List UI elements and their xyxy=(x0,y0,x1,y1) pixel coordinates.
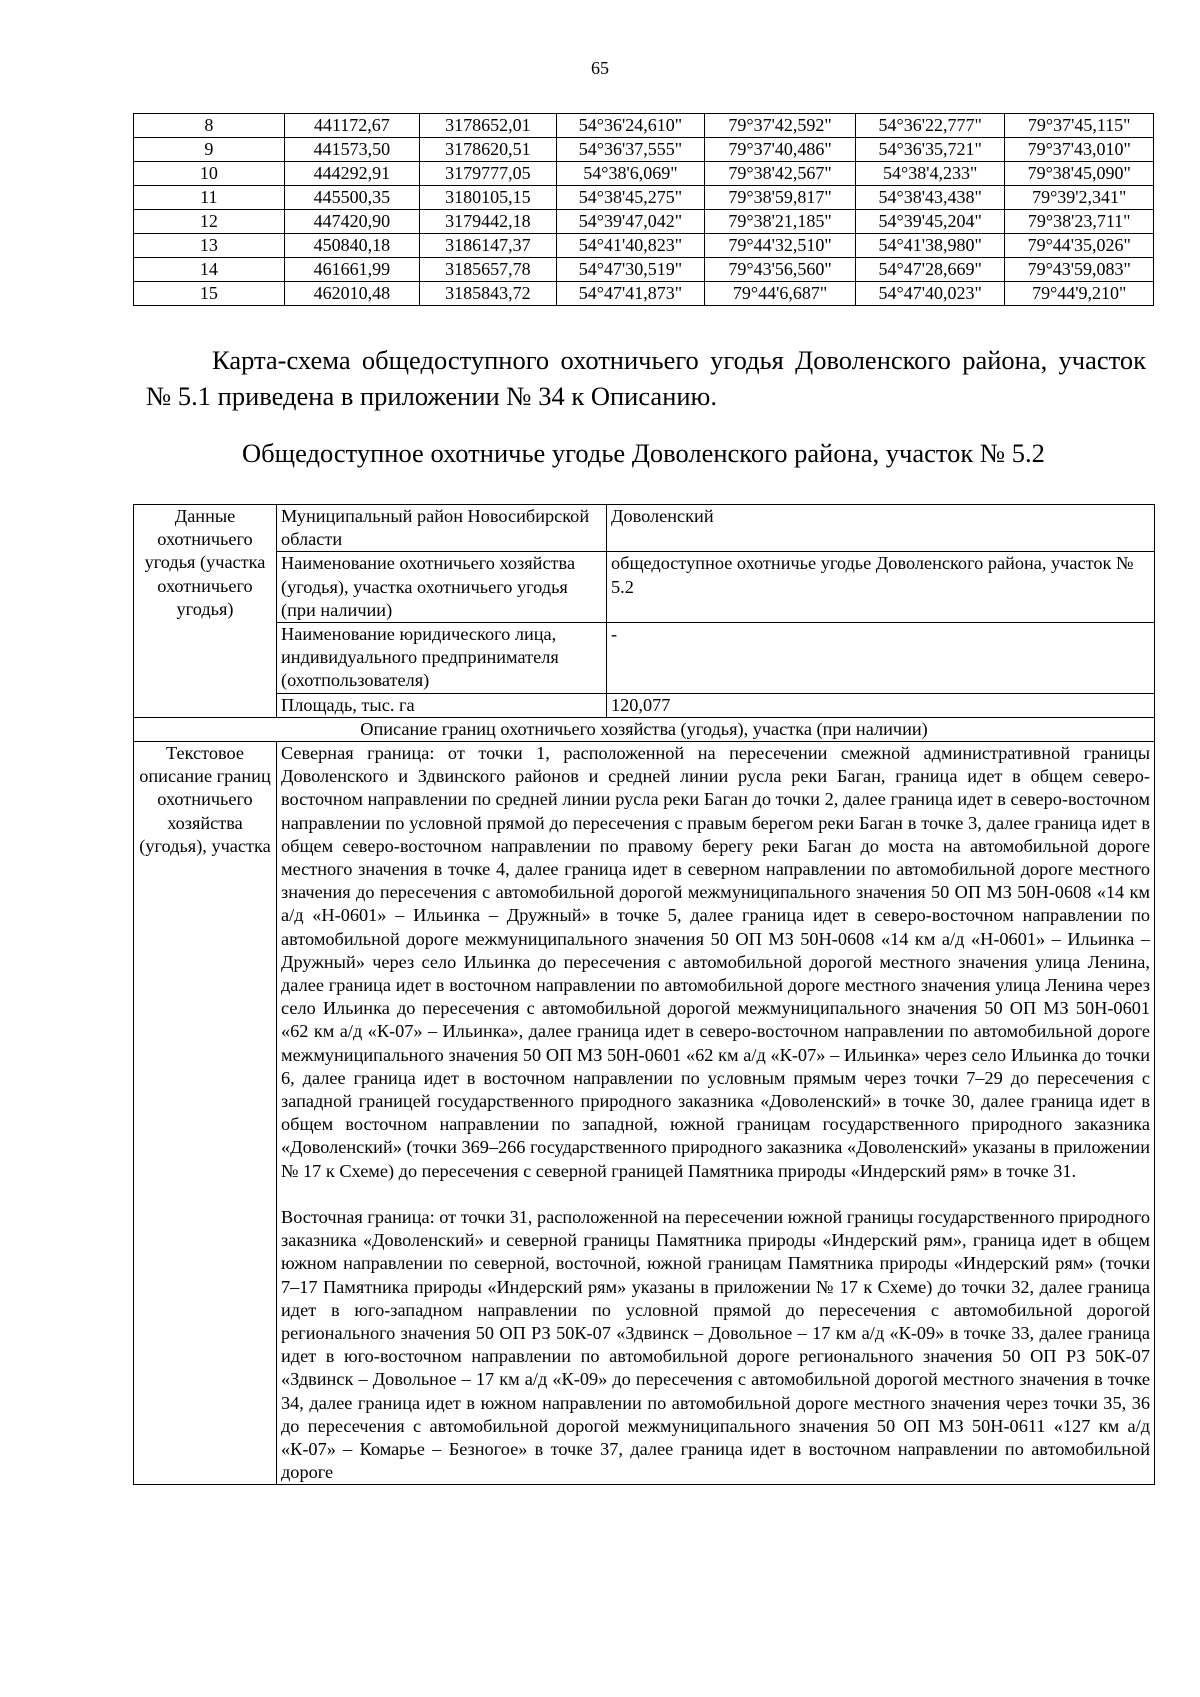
ground-data-label: Данные охотничьего угодья (участка охотничьего угодья) xyxy=(134,505,277,718)
coordinate-cell: 54°36'37,555" xyxy=(556,138,705,162)
coordinate-cell: 79°43'59,083" xyxy=(1005,258,1154,282)
area-label: Площадь, тыс. га xyxy=(277,693,607,717)
coordinate-cell: 54°41'38,980" xyxy=(855,234,1005,258)
coordinate-cell: 54°47'28,669" xyxy=(855,258,1005,282)
coordinate-cell: 79°43'56,560" xyxy=(705,258,856,282)
coordinate-cell: 54°47'30,519" xyxy=(556,258,705,282)
coordinate-cell: 54°38'45,275" xyxy=(556,186,705,210)
coordinate-cell: 54°38'6,069" xyxy=(556,162,705,186)
coordinate-cell: 54°39'45,204" xyxy=(855,210,1005,234)
coordinate-cell: 14 xyxy=(134,258,285,282)
table-row xyxy=(134,717,1155,741)
ground-name-value: общедоступное охотничье угодье Доволенского района, участок № 5.2 xyxy=(607,552,1155,623)
map-reference-paragraph: Карта-схема общедоступного охотничьего угодья Доволенского района, участок № 5.1 приведена в приложении № 34 к Описанию. xyxy=(146,345,1146,411)
coordinate-cell: 79°38'21,185" xyxy=(705,210,856,234)
coordinate-cell: 11 xyxy=(134,186,285,210)
user-name-label: Наименование юридического лица, индивидуального предпринимателя (охотпользователя) xyxy=(277,623,607,694)
coordinate-cell: 3179442,18 xyxy=(420,210,557,234)
table-row xyxy=(134,742,1155,1485)
north-boundary-text: Северная граница: от точки 1, расположенной на пересечении смежной административной границы Доволенского и Здвинского районов и средней линии русла реки Баган, граница идет в общем северо-восточном направлении по средней линии русла реки Баган до точки 2, далее граница идет в северо-восточном направлении по условной прямой до пересечения с правым берегом реки Баган в точке 3, далее граница идет в общем северо-восточном направлении по правому берегу реки Баган до моста на автомобильной дороге местного значения в точке 4, далее граница идет в северном направлении по автомобильной дороге местного значения до пересечения с автомобильной дорогой межмуниципального значения 50 ОП МЗ 50Н-0608 «14 км а/д «Н-0601» – Ильинка – Дружный» в точке 5, далее граница идет в северо-восточном направлении по автомобильной дороге межмуниципального значения 50 ОП МЗ 50Н-0608 «14 км а/д «Н-0601» – Ильинка – Дружный» через село Ильинка до пересечения с автомобильной дорогой местного значения улица Ленина, далее граница идет в восточном направлении по автомобильной дороге местного значения улица Ленина через село Ильинка до пересечения с автомобильной дорогой межмуниципального значения 50 ОП МЗ 50Н-0601 «62 км а/д «К-07» – Ильинка», далее граница идет в северо-восточном направлении по автомобильной дороге межмуниципального значения 50 ОП МЗ 50Н-0601 «62 км а/д «К-07» – Ильинка» через село Ильинка до точки 6, далее граница идет в восточном направлении по условным прямым через точки 7–29 до пересечения с западной границей государственного природного заказника «Доволенский» в точке 30, далее граница идет в общем восточном направлении по западной, южной границам государственного природного заказника «Доволенский» (точки 369–266 государственного природного заказника «Доволенский» указаны в приложении № 17 к Схеме) до пересечения с северной границей Памятника природы «Индерский рям» в точке 31. xyxy=(281,743,1150,1181)
table-row xyxy=(134,282,1154,306)
coordinate-cell: 54°36'35,721" xyxy=(855,138,1005,162)
coordinate-cell: 444292,91 xyxy=(284,162,419,186)
coordinate-cell: 54°36'22,777" xyxy=(855,114,1005,138)
east-boundary-text: Восточная граница: от точки 31, расположенной на пересечении южной границы государственного природного заказника «Доволенский» и северной границы Памятника природы «Индерский рям», граница идет в общем южном направлении по северной, восточной, южной границам Памятника природы «Индерский рям» (точки 7–17 Памятника природы «Индерский рям» указаны в приложении № 17 к Схеме) до точки 32, далее граница идет в юго-западном направлении по условной прямой до пересечения с автомобильной дорогой регионального значения 50 ОП РЗ 50К-07 «Здвинск – Довольное – 17 км а/д «К-09» в точке 33, далее граница идет в юго-восточном направлении по автомобильной дороге регионального значения 50 ОП РЗ 50К-07 «Здвинск – Довольное – 17 км а/д «К-09» до пересечения с автомобильной дорогой местного значения в точке 34, далее граница идет в южном направлении по автомобильной дороге местного значения через точки 35, 36 до пересечения с автомобильной дорогой межмуниципального значения 50 ОП МЗ 50Н-0611 «127 км а/д «К-07» – Комарье – Безногое» в точке 37, далее граница идет в восточном направлении по автомобильной дороге xyxy=(281,1206,1150,1483)
coordinate-cell: 79°38'59,817" xyxy=(705,186,856,210)
coordinate-cell: 3180105,15 xyxy=(420,186,557,210)
coordinate-cell: 3178620,51 xyxy=(420,138,557,162)
coordinate-cell: 79°37'43,010" xyxy=(1005,138,1154,162)
table-row xyxy=(134,114,1154,138)
coordinate-cell: 445500,35 xyxy=(284,186,419,210)
coordinate-cell: 54°36'24,610" xyxy=(556,114,705,138)
coordinate-cell: 441573,50 xyxy=(284,138,419,162)
coordinate-cell: 54°39'47,042" xyxy=(556,210,705,234)
coordinate-cell: 13 xyxy=(134,234,285,258)
coordinate-cell: 79°44'32,510" xyxy=(705,234,856,258)
page-number: 65 xyxy=(591,58,609,78)
coordinate-cell: 79°44'6,687" xyxy=(705,282,856,306)
coordinate-cell: 79°38'23,711" xyxy=(1005,210,1154,234)
district-value: Доволенский xyxy=(607,505,1155,552)
table-row xyxy=(134,234,1154,258)
area-value: 120,077 xyxy=(607,693,1155,717)
text-description-label: Текстовое описание границ охотничьего хозяйства (угодья), участка xyxy=(134,742,277,1485)
coordinate-cell: 450840,18 xyxy=(284,234,419,258)
coordinate-table xyxy=(133,113,1154,306)
table-row xyxy=(134,186,1154,210)
coordinate-cell: 79°44'35,026" xyxy=(1005,234,1154,258)
coordinate-cell: 3186147,37 xyxy=(420,234,557,258)
ground-name-label: Наименование охотничьего хозяйства (угодья), участка охотничьего угодья (при наличии) xyxy=(277,552,607,623)
coordinate-cell: 441172,67 xyxy=(284,114,419,138)
coordinate-cell: 79°37'42,592" xyxy=(705,114,856,138)
coordinate-cell: 15 xyxy=(134,282,285,306)
coordinate-cell: 447420,90 xyxy=(284,210,419,234)
coordinate-cell: 462010,48 xyxy=(284,282,419,306)
coordinate-cell: 461661,99 xyxy=(284,258,419,282)
coordinate-cell: 3185843,72 xyxy=(420,282,557,306)
coordinate-cell: 10 xyxy=(134,162,285,186)
coordinate-cell: 54°38'4,233" xyxy=(855,162,1005,186)
coordinate-cell: 79°38'42,567" xyxy=(705,162,856,186)
table-row xyxy=(134,210,1154,234)
coordinate-cell: 3179777,05 xyxy=(420,162,557,186)
hunting-ground-info-table xyxy=(133,504,1155,1485)
coordinate-cell: 79°38'45,090" xyxy=(1005,162,1154,186)
table-row xyxy=(134,693,1155,717)
user-name-value: - xyxy=(607,623,1155,694)
coordinate-cell: 79°37'40,486" xyxy=(705,138,856,162)
coordinate-table-body xyxy=(134,114,1154,306)
district-label: Муниципальный район Новосибирской области xyxy=(277,505,607,552)
coordinate-cell: 8 xyxy=(134,114,285,138)
coordinate-cell: 54°47'40,023" xyxy=(855,282,1005,306)
coordinate-cell: 3178652,01 xyxy=(420,114,557,138)
coordinate-cell: 79°44'9,210" xyxy=(1005,282,1154,306)
coordinate-cell: 9 xyxy=(134,138,285,162)
table-row xyxy=(134,258,1154,282)
section-heading: Общедоступное охотничье угодье Доволенского района, участок № 5.2 xyxy=(242,438,1045,468)
table-row xyxy=(134,623,1155,694)
table-row xyxy=(134,138,1154,162)
coordinate-cell: 79°39'2,341" xyxy=(1005,186,1154,210)
coordinate-cell: 54°47'41,873" xyxy=(556,282,705,306)
table-row xyxy=(134,552,1155,623)
table-row xyxy=(134,162,1154,186)
coordinate-cell: 54°41'40,823" xyxy=(556,234,705,258)
boundary-description xyxy=(277,742,1155,1485)
coordinate-cell: 12 xyxy=(134,210,285,234)
coordinate-cell: 79°37'45,115" xyxy=(1005,114,1154,138)
table-row xyxy=(134,505,1155,552)
coordinate-cell: 54°38'43,438" xyxy=(855,186,1005,210)
coordinate-cell: 3185657,78 xyxy=(420,258,557,282)
boundaries-header: Описание границ охотничьего хозяйства (угодья), участка (при наличии) xyxy=(134,717,1155,741)
